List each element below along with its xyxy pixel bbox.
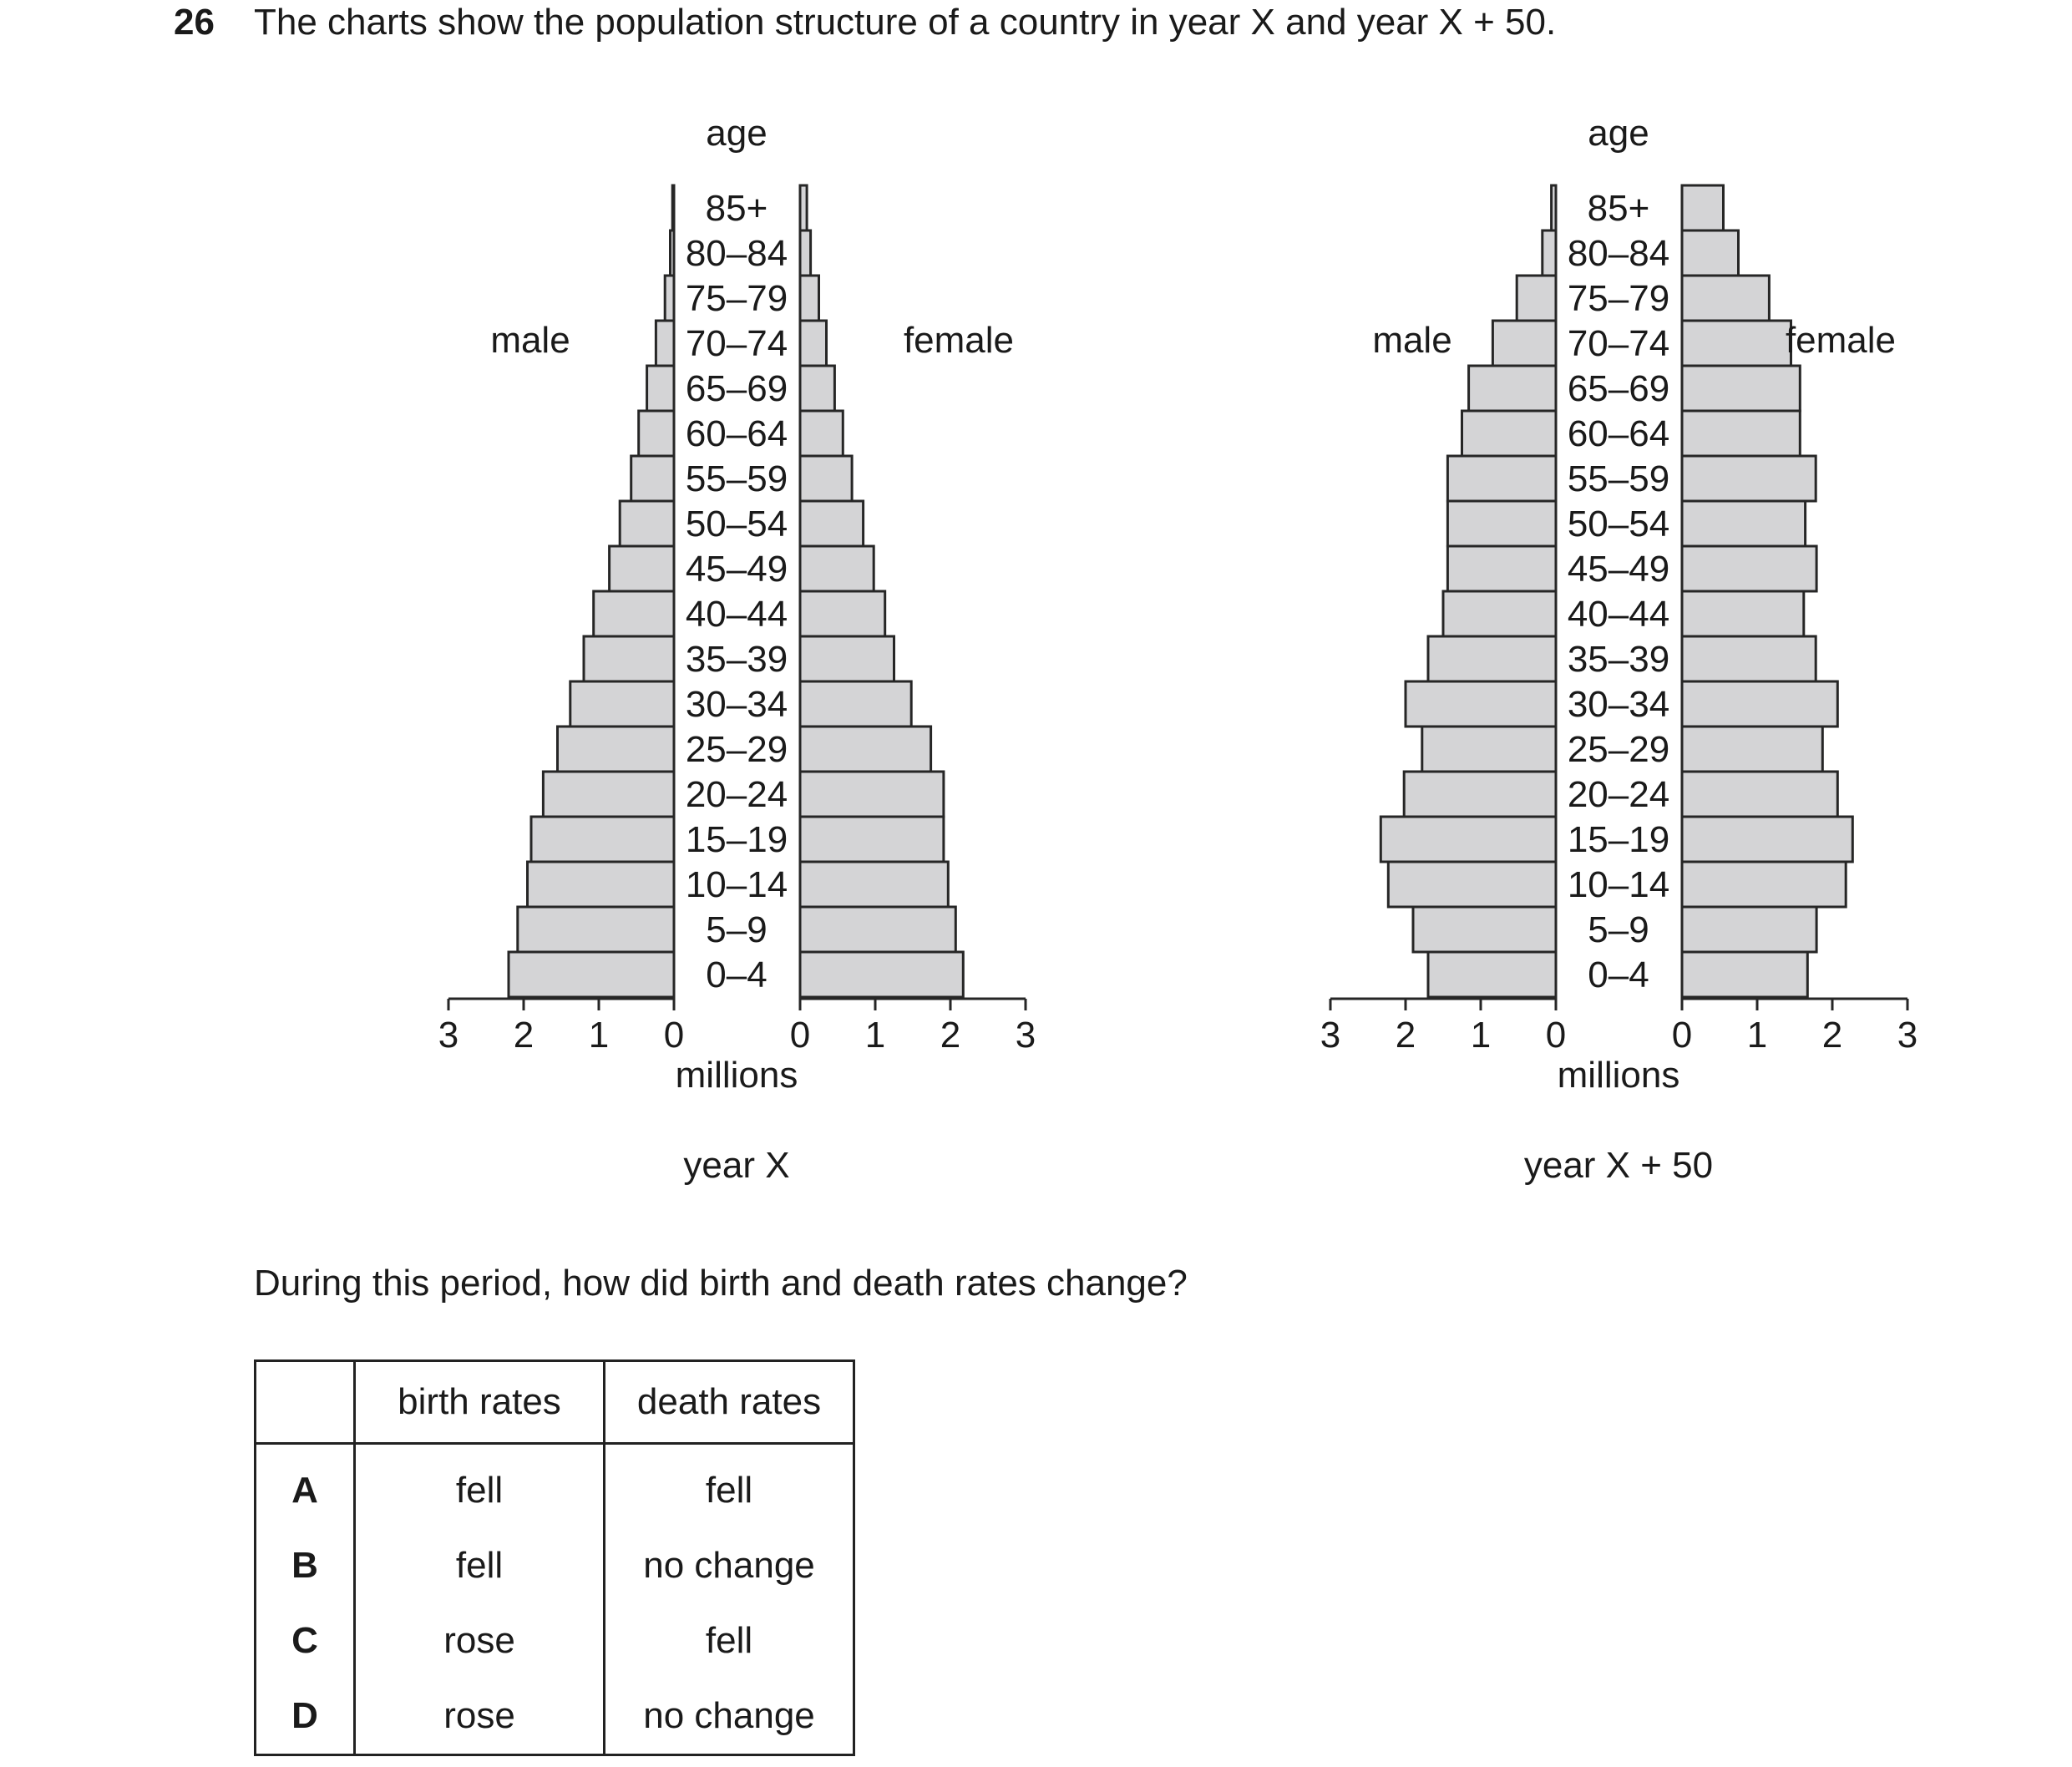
table-row (256, 1678, 854, 1755)
age-label: 0–4 (1588, 954, 1649, 995)
female-bar-50–54 (1682, 501, 1806, 546)
age-label: 10–14 (685, 864, 788, 905)
age-label: 30–34 (685, 684, 788, 725)
female-bar-45–49 (800, 546, 874, 591)
male-bar-55–59 (1447, 456, 1556, 501)
death-rate-cell: no change (643, 1545, 815, 1586)
female-tick-label: 1 (1746, 1015, 1768, 1056)
female-tick-label: 3 (1897, 1015, 1918, 1056)
female-bar-15–19 (1682, 817, 1852, 862)
female-bar-25–29 (1682, 727, 1822, 772)
male-tick-label: 3 (438, 1015, 459, 1056)
female-tick-label: 1 (864, 1015, 886, 1056)
female-bar-20–24 (1682, 772, 1837, 817)
male-bar-75–79 (1517, 276, 1556, 321)
age-axis-label: age (706, 113, 768, 154)
chart-title: year X (683, 1145, 790, 1186)
female-bar-65–69 (1682, 366, 1800, 411)
table-row (256, 1603, 854, 1678)
birth-rate-cell: rose (355, 1603, 605, 1678)
male-bar-45–49 (1447, 546, 1556, 591)
female-bar-75–79 (800, 276, 819, 321)
male-bar-0–4 (1428, 952, 1556, 997)
female-bar-55–59 (1682, 456, 1816, 501)
female-bar-0–4 (1682, 952, 1807, 997)
female-bar-30–34 (1682, 681, 1837, 727)
male-tick-label: 2 (513, 1015, 534, 1056)
female-label: female (903, 320, 1015, 361)
female-bar-20–24 (800, 772, 944, 817)
age-label: 75–79 (685, 278, 788, 319)
male-tick-label: 0 (1545, 1015, 1567, 1056)
age-label: 10–14 (1567, 864, 1670, 905)
age-label: 45–49 (685, 549, 788, 590)
age-label: 15–19 (685, 819, 788, 860)
female-bar-70–74 (800, 321, 827, 366)
option-letter: B (256, 1528, 355, 1603)
question-number: 26 (174, 2, 215, 43)
female-tick-label: 0 (789, 1015, 811, 1056)
age-label: 40–44 (1567, 594, 1670, 635)
age-label: 55–59 (1567, 458, 1670, 499)
age-label: 80–84 (1567, 233, 1670, 274)
age-label: 5–9 (706, 909, 768, 950)
female-bar-70–74 (1682, 321, 1791, 366)
female-bar-0–4 (800, 952, 963, 997)
female-bar-10–14 (800, 862, 948, 907)
male-bar-60–64 (1462, 411, 1557, 456)
table-row (256, 1528, 854, 1603)
female-bar-5–9 (800, 907, 955, 952)
male-tick-label: 0 (663, 1015, 685, 1056)
male-bar-20–24 (1404, 772, 1556, 817)
age-label: 60–64 (685, 413, 788, 454)
age-label: 85+ (1587, 188, 1650, 229)
death-rate-cell: fell (705, 1470, 753, 1511)
millions-axis-label: millions (1557, 1055, 1680, 1096)
age-label: 65–69 (1567, 368, 1670, 409)
female-bar-40–44 (800, 591, 885, 636)
age-label: 70–74 (1567, 323, 1670, 364)
male-label: male (490, 320, 570, 361)
table-row (256, 1444, 854, 1529)
male-bar-25–29 (1422, 727, 1556, 772)
question-prompt: During this period, how did birth and death rates change? (254, 1263, 1188, 1304)
male-bar-30–34 (1406, 681, 1556, 727)
male-bar-30–34 (570, 681, 674, 727)
age-label: 40–44 (685, 594, 788, 635)
male-bar-70–74 (1492, 321, 1556, 366)
female-tick-label: 2 (1821, 1015, 1843, 1056)
question-text: The charts show the population structure of a country in year X and year X + 50. (254, 2, 1557, 43)
male-bar-25–29 (558, 727, 675, 772)
female-bar-55–59 (800, 456, 852, 501)
female-bar-15–19 (800, 817, 944, 862)
death-rate-cell: fell (705, 1620, 753, 1661)
female-tick-label: 0 (1671, 1015, 1693, 1056)
male-label: male (1372, 320, 1452, 361)
age-label: 80–84 (685, 233, 788, 274)
male-tick-label: 3 (1320, 1015, 1341, 1056)
male-tick-label: 1 (588, 1015, 610, 1056)
male-bar-80–84 (1543, 230, 1556, 276)
age-label: 20–24 (685, 774, 788, 815)
age-label: 0–4 (706, 954, 768, 995)
age-label: 25–29 (1567, 729, 1670, 770)
male-bar-65–69 (647, 366, 674, 411)
age-label: 5–9 (1588, 909, 1649, 950)
female-bar-35–39 (800, 636, 894, 681)
female-bar-80–84 (1682, 230, 1739, 276)
male-bar-0–4 (509, 952, 674, 997)
table-header-row (256, 1361, 854, 1444)
male-bar-75–79 (665, 276, 674, 321)
age-label: 65–69 (685, 368, 788, 409)
answer-table (254, 1359, 855, 1756)
age-label: 15–19 (1567, 819, 1670, 860)
male-bar-50–54 (620, 501, 674, 546)
female-bar-10–14 (1682, 862, 1846, 907)
male-bar-15–19 (1380, 817, 1556, 862)
male-bar-40–44 (594, 591, 674, 636)
male-bar-40–44 (1443, 591, 1556, 636)
millions-axis-label: millions (675, 1055, 798, 1096)
female-bar-60–64 (800, 411, 843, 456)
male-bar-55–59 (631, 456, 674, 501)
female-tick-label: 3 (1015, 1015, 1036, 1056)
male-bar-10–14 (528, 862, 675, 907)
age-label: 55–59 (685, 458, 788, 499)
male-bar-5–9 (1413, 907, 1556, 952)
death-rate-cell: no change (643, 1695, 815, 1736)
age-label: 85+ (705, 188, 768, 229)
age-label: 75–79 (1567, 278, 1670, 319)
female-bar-60–64 (1682, 411, 1800, 456)
male-bar-5–9 (518, 907, 674, 952)
age-label: 60–64 (1567, 413, 1670, 454)
male-bar-60–64 (639, 411, 674, 456)
male-tick-label: 1 (1470, 1015, 1492, 1056)
female-tick-label: 2 (940, 1015, 961, 1056)
age-label: 70–74 (685, 323, 788, 364)
birth-rate-cell: fell (355, 1528, 605, 1603)
age-label: 35–39 (1567, 639, 1670, 680)
female-bar-50–54 (800, 501, 864, 546)
female-bar-45–49 (1682, 546, 1816, 591)
male-bar-35–39 (1428, 636, 1556, 681)
birth-rate-cell: rose (355, 1678, 605, 1755)
male-tick-label: 2 (1395, 1015, 1416, 1056)
option-letter: A (256, 1444, 355, 1529)
female-bar-25–29 (800, 727, 931, 772)
table-header-birth-rates: birth rates (355, 1361, 605, 1444)
option-letter: D (256, 1678, 355, 1755)
age-label: 50–54 (1567, 504, 1670, 544)
female-bar-85+ (1682, 185, 1724, 230)
male-bar-65–69 (1469, 366, 1556, 411)
female-label: female (1785, 320, 1897, 361)
age-label: 30–34 (1567, 684, 1670, 725)
age-label: 25–29 (685, 729, 788, 770)
table-header-death-rates: death rates (605, 1361, 854, 1444)
female-bar-5–9 (1682, 907, 1816, 952)
birth-rate-cell: fell (355, 1444, 605, 1529)
female-bar-40–44 (1682, 591, 1804, 636)
option-letter: C (256, 1603, 355, 1678)
male-bar-15–19 (531, 817, 674, 862)
table-header-blank (256, 1361, 355, 1444)
male-bar-45–49 (610, 546, 674, 591)
female-bar-30–34 (800, 681, 911, 727)
age-label: 50–54 (685, 504, 788, 544)
female-bar-75–79 (1682, 276, 1769, 321)
male-bar-35–39 (584, 636, 674, 681)
male-bar-10–14 (1388, 862, 1556, 907)
male-bar-20–24 (543, 772, 674, 817)
age-axis-label: age (1588, 113, 1649, 154)
female-bar-80–84 (800, 230, 811, 276)
female-bar-65–69 (800, 366, 834, 411)
male-bar-70–74 (656, 321, 674, 366)
female-bar-35–39 (1682, 636, 1816, 681)
age-label: 45–49 (1567, 549, 1670, 590)
age-label: 20–24 (1567, 774, 1670, 815)
male-bar-50–54 (1447, 501, 1556, 546)
chart-title: year X + 50 (1523, 1145, 1714, 1186)
age-label: 35–39 (685, 639, 788, 680)
